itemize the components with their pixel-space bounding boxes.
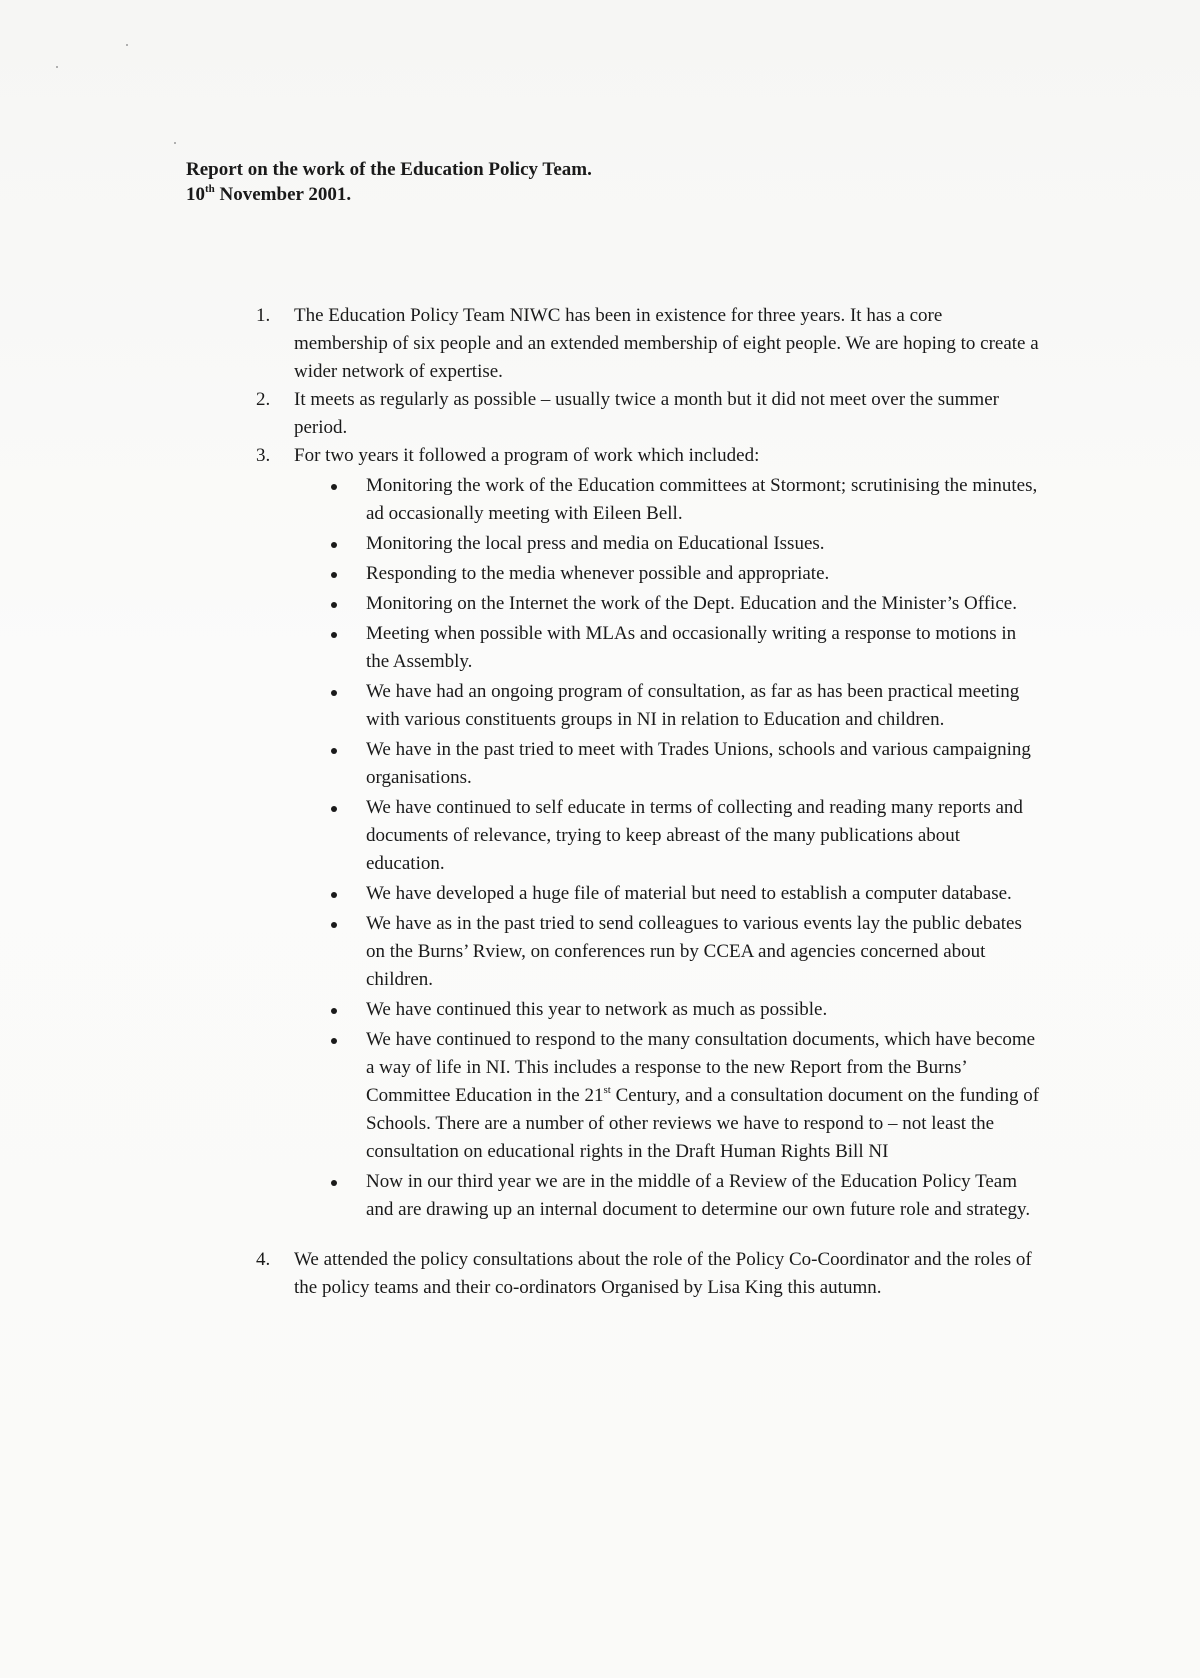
bullet-icon xyxy=(331,922,337,928)
list-item: We have as in the past tried to send colleagues to various events lay the public debates on the Burns’ Rview, on conferences run by CCEA and agencies concerned about children. xyxy=(250,910,1040,994)
report-body xyxy=(250,302,1040,1302)
list-item: Monitoring on the Internet the work of the Dept. Education and the Minister’s Office. xyxy=(250,590,1040,618)
date-suffix: th xyxy=(205,182,215,195)
scan-speck xyxy=(56,66,58,68)
report-date xyxy=(186,182,592,207)
bullet-icon xyxy=(331,572,337,578)
bullet-icon xyxy=(331,690,337,696)
report-heading xyxy=(186,157,592,207)
list-item: We have in the past tried to meet with Trades Unions, schools and various campaigning organisations. xyxy=(250,736,1040,792)
report-title: Report on the work of the Education Policy Team. xyxy=(186,159,592,180)
item-text: For two years it followed a program of work which included: xyxy=(294,445,760,466)
list-item: Now in our third year we are in the middle of a Review of the Education Policy Team and are drawing up an internal document to determine our own future role and strategy. xyxy=(250,1168,1040,1224)
item-number: 2. xyxy=(256,389,271,410)
bullet-icon xyxy=(331,806,337,812)
item-text: It meets as regularly as possible – usually twice a month but it did not meet over the summer period. xyxy=(294,389,999,438)
bullet-icon xyxy=(331,1180,337,1186)
item-text: The Education Policy Team NIWC has been in existence for three years. It has a core membership of six people and an extended membership of eight people. We are hoping to create a wider network of expertise. xyxy=(294,305,1039,382)
ordinal-suffix: st xyxy=(603,1083,611,1096)
list-item: Monitoring the work of the Education committees at Stormont; scrutinising the minutes, ad occasionally meeting with Eileen Bell. xyxy=(250,472,1040,528)
list-item: Monitoring the local press and media on Educational Issues. xyxy=(250,530,1040,558)
bullet-12-part2: Century, and a consultation document on the funding of Schools. There are a number of other reviews we have to respond to – not least the consultation on educational rights in the Draft Human Rights Bill NI xyxy=(366,1085,1040,1162)
item-number: 4. xyxy=(256,1249,271,1270)
list-item: Responding to the media whenever possible and appropriate. xyxy=(250,560,1040,588)
item-number: 1. xyxy=(256,305,271,326)
bullet-icon xyxy=(331,484,337,490)
list-item xyxy=(250,1026,1040,1166)
bullet-12-part1: We have continued to respond to the many consultation documents, which have become a way of life in NI. This includes a response to the new Report from the Burns’ Committee Education in the 21 xyxy=(366,1029,1036,1106)
work-program-list xyxy=(250,472,1040,1224)
numbered-item-3 xyxy=(250,442,1040,470)
bullet-icon xyxy=(331,602,337,608)
list-item: We have had an ongoing program of consultation, as far as has been practical meeting with various constituents groups in NI in relation to Education and children. xyxy=(250,678,1040,734)
numbered-item-1 xyxy=(250,302,1040,386)
numbered-item-2 xyxy=(250,386,1040,442)
list-item: We have continued this year to network as much as possible. xyxy=(250,996,1040,1024)
bullet-icon xyxy=(331,632,337,638)
date-rest: November 2001. xyxy=(214,184,352,205)
bullet-icon xyxy=(331,542,337,548)
bullet-icon xyxy=(331,748,337,754)
scan-speck xyxy=(174,142,176,144)
bullet-icon xyxy=(331,1038,337,1044)
bullet-icon xyxy=(331,1008,337,1014)
numbered-item-4 xyxy=(250,1246,1040,1302)
item-number: 3. xyxy=(256,445,271,466)
list-item: Meeting when possible with MLAs and occasionally writing a response to motions in the Assembly. xyxy=(250,620,1040,676)
date-day: 10 xyxy=(186,184,205,205)
bullet-icon xyxy=(331,892,337,898)
list-item: We have continued to self educate in terms of collecting and reading many reports and documents of relevance, trying to keep abreast of the many publications about education. xyxy=(250,794,1040,878)
item-text: We attended the policy consultations about the role of the Policy Co-Coordinator and the roles of the policy teams and their co-ordinators Organised by Lisa King this autumn. xyxy=(294,1249,1032,1298)
list-item: We have developed a huge file of material but need to establish a computer database. xyxy=(250,880,1040,908)
scan-speck xyxy=(126,44,128,46)
